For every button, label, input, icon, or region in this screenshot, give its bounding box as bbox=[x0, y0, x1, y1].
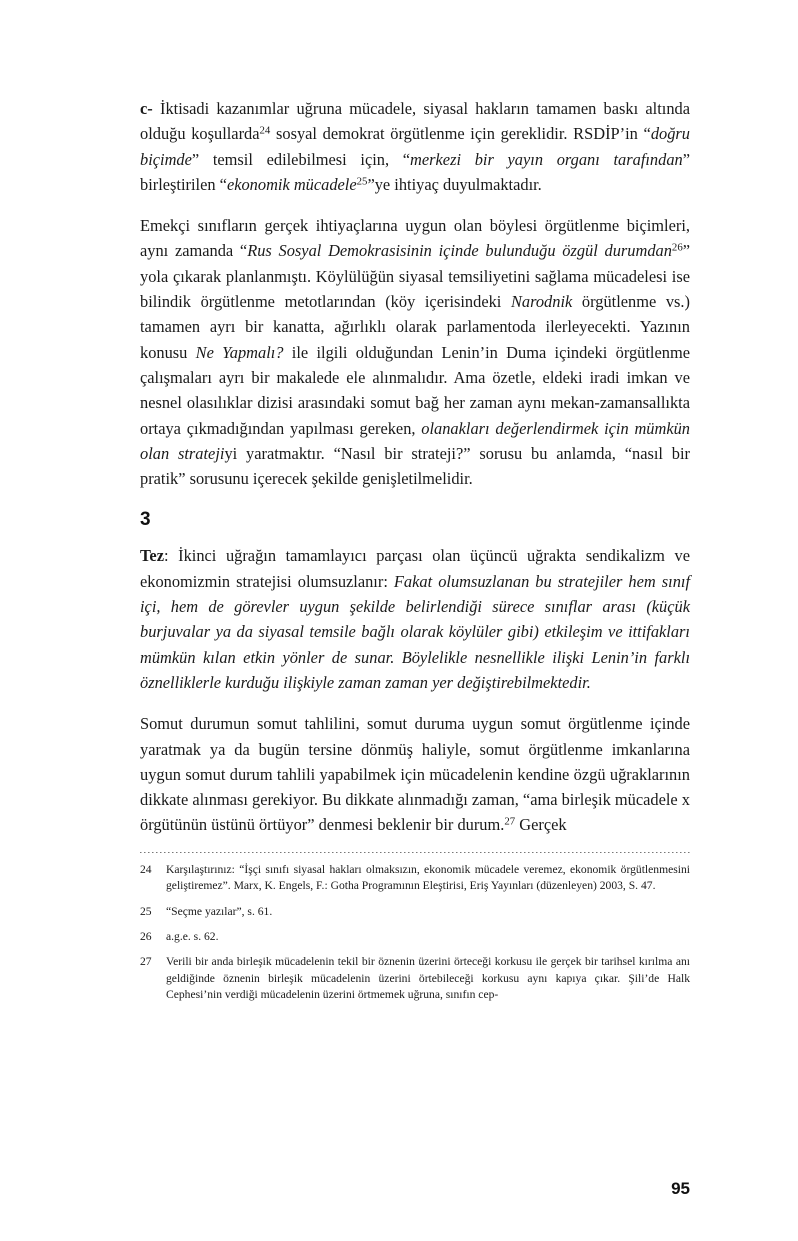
paragraph-c-iktisadi bbox=[140, 96, 690, 197]
page-content-column bbox=[140, 96, 690, 1004]
footnote-separator-rule bbox=[140, 852, 690, 853]
footnote-item bbox=[140, 904, 690, 920]
footnote-text: a.g.e. s. 62. bbox=[166, 929, 219, 943]
page-number: 95 bbox=[671, 1179, 690, 1198]
paragraph-text-run: ile ilgili olduğundan Lenin’in Duma içindeki örgütlenme çalışmaları ayrı bir makalede ele alınmalıdır. Ama özetle, eldeki iradi imkan ve nesnel olasılıklar dizisi arasındaki somut bağ her zaman aynı mekan-zamansallıkta ortaya çıkmadığından yapılması gereken, bbox=[140, 342, 690, 438]
paragraph-text-run: ” yola çıkarak planlanmıştı. Köylülüğün siyasal temsiliyetini sağlama mücadelesi ise bilindik örgütlenme metotlarından (köy içerisindeki bbox=[140, 241, 690, 312]
footnote-ref-26[interactable]: 26 bbox=[671, 242, 683, 255]
paragraph-text-run: ”ye ihtiyaç duyulmaktadır. bbox=[367, 174, 542, 194]
footnote-number: 27 bbox=[140, 955, 152, 969]
emphasis-rus-sosyal-demokrasisi: Rus Sosyal Demokrasisinin içinde bulunduğu özgül durumdan bbox=[247, 241, 672, 261]
footnote-number: 26 bbox=[140, 929, 152, 943]
emphasis-ne-yapmali: Ne Yapmalı? bbox=[195, 342, 284, 362]
paragraph-text-run: sosyal demokrat örgütlenme için gereklidir. RSDİP’in “ bbox=[270, 124, 651, 144]
paragraph-text-run: örgütlenme vs.) tamamen ayrı bir kanatta, ağırlıklı olarak parlamentoda ilerleyecekti. Yazının konusu bbox=[140, 292, 690, 362]
paragraph-emekci-siniflarin bbox=[140, 213, 690, 491]
footnote-ref-25[interactable]: 25 bbox=[356, 175, 368, 188]
footnote-text: “Seçme yazılar”, s. 61. bbox=[166, 904, 273, 918]
section-heading-number: 3 bbox=[140, 509, 151, 531]
paragraph-text-run: Emekçi sınıfların gerçek ihtiyaçlarına uygun olan böylesi örgütlenme biçimleri, aynı zamanda “ bbox=[140, 216, 690, 261]
tez-label: Tez bbox=[140, 546, 164, 566]
paragraph-text-run: : İkinci uğrağın tamamlayıcı parçası olan üçüncü uğrakta sendikalizm ve ekonomizmin stratejisi olumsuzlanır: bbox=[140, 546, 690, 591]
emphasis-merkezi-yayin-organi: merkezi bir yayın organı tarafından bbox=[410, 149, 683, 169]
emphasis-dogru-bicimde: doğru biçimde bbox=[140, 124, 690, 169]
emphasis-ekonomik-mucadele: ekonomik mücadele bbox=[226, 174, 357, 194]
paragraph-text-run: Somut durumun somut tahlilini, somut duruma uygun somut örgütlenme içinde yaratmak ya da bugün tersine dönmüş haliyle, somut örgütlenme imkanlarına uygun somut durum tahlili yapabilmek için mücadelenin kendine özgü uğraklarının dikkate alınması gerekiyor. Bu dikkate alınmadığı zaman, “ama birleşik mücadele x örgütünün üstünü örtüyor” denmesi beklenir bir durum. bbox=[140, 714, 690, 835]
paragraph-somut-durumun bbox=[140, 711, 690, 837]
emphasis-fakat-olumsuzlanan: Fakat olumsuzlanan bu stratejiler hem sınıf içi, hem de görevler uygun şekilde belirlendiği sürece sınıflar arası (küçük burjuvalar ya da siyasal temsile bağlı olarak köylüler gibi) etkileşim ve ittifakları mümkün kılan etkin yönler de sunar. Böylelikle nesnellikle ilişki Lenin’in farklı öznelliklerle kurduğu ilişkiyle zaman zaman yer değiştirebilmektedir. bbox=[140, 571, 691, 692]
footnote-item bbox=[140, 929, 690, 945]
footnote-number: 25 bbox=[140, 904, 152, 918]
footnotes-section bbox=[140, 862, 690, 1004]
paragraph-lead-label: c- bbox=[140, 99, 153, 118]
emphasis-narodnik: Narodnik bbox=[510, 292, 573, 312]
paragraph-text-run: Gerçek bbox=[515, 815, 567, 835]
footnote-text: Karşılaştırınız: “İşçi sınıfı siyasal hakları olmaksızın, ekonomik mücadele veremez, ekonomik örgütlenmesini geliştiremez”. Marx, K. Engels, F.: Gotha Programının Eleştirisi, Eriş Yayınları (düzenleyen) 2003, S. 47. bbox=[166, 862, 690, 893]
footnote-number: 24 bbox=[140, 862, 152, 876]
emphasis-olanaklari-degerlendirmek: olanakları değerlendirmek için mümkün olan strateji bbox=[140, 418, 690, 463]
paragraph-text-run: ” birleştirilen “ bbox=[140, 149, 690, 194]
footnote-item bbox=[140, 862, 690, 895]
footnote-item bbox=[140, 954, 690, 1003]
footnote-text: Verili bir anda birleşik mücadelenin tekil bir öznenin üzerini örteceği korkusu ile gerçek bir tarihsel kırılma anı geldiğinde öznenin birleşik mücadelenin üzerini örtebileceği korkusu aynı kapıya çıkar. Şili’de Halk Cephesi’nin verdiği mücadelenin üzerini örtmemek uğruna, sınıfın cep- bbox=[166, 955, 690, 1002]
paragraph-text-run: İktisadi kazanımlar uğruna mücadele, siyasal hakların tamamen baskı altında olduğu koşullarda bbox=[140, 99, 690, 144]
paragraph-tez bbox=[140, 543, 690, 695]
footnote-ref-27[interactable]: 27 bbox=[504, 816, 516, 829]
paragraph-text-run: yi yaratmaktır. “Nasıl bir strateji?” sorusu bu anlamda, “nasıl bir pratik” sorusunu içerecek şekilde genişletilmelidir. bbox=[140, 443, 691, 489]
paragraph-text-run: ” temsil edilebilmesi için, “ bbox=[191, 149, 411, 169]
footnote-ref-24[interactable]: 24 bbox=[259, 124, 271, 137]
